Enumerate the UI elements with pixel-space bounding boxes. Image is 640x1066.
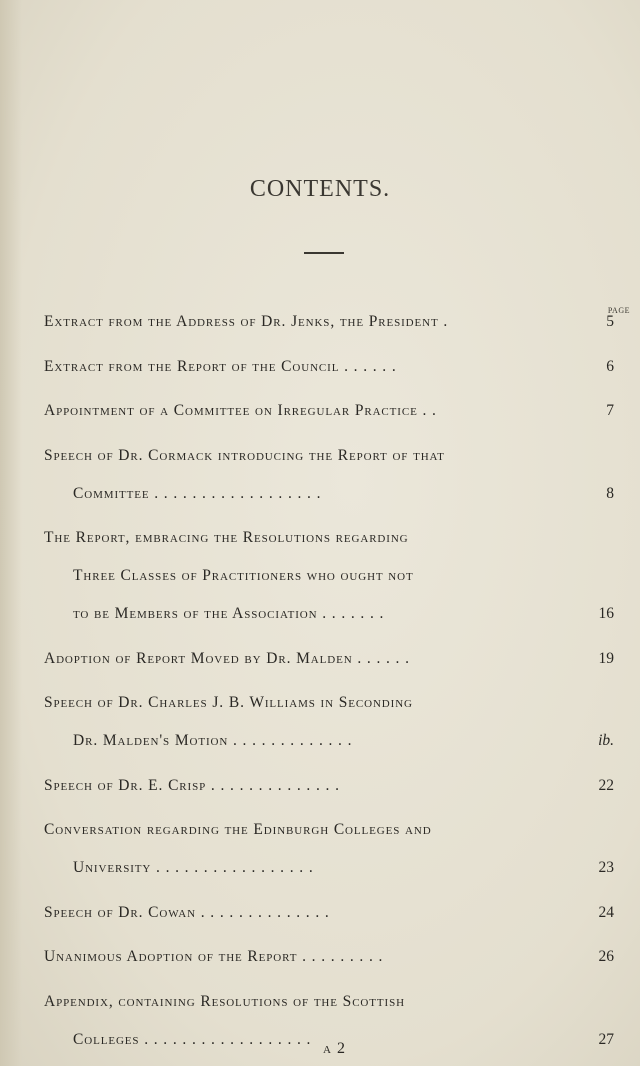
toc-entry-text: Committee . . . . . . . . . . . . . . . . . . xyxy=(73,485,322,502)
toc-page-number: 7 xyxy=(606,402,614,419)
toc-entry-text: to be Members of the Association . . . . . . . xyxy=(73,605,385,622)
toc-entry-text: The Report, embracing the Resolutions regarding xyxy=(44,529,409,546)
page-signature: a 2 xyxy=(323,1040,346,1057)
toc-entry-text: Dr. Malden's Motion . . . . . . . . . . . . . xyxy=(73,732,353,749)
toc-entry-line xyxy=(44,820,614,840)
toc-entry-line xyxy=(44,992,614,1012)
toc-entry-text: Speech of Dr. Cowan . . . . . . . . . . . . . . xyxy=(44,904,330,921)
toc-entry-line xyxy=(44,947,614,967)
toc-entry-text: University . . . . . . . . . . . . . . . . . xyxy=(73,859,314,876)
toc-entry-line xyxy=(73,566,614,586)
toc-entry-text: Appointment of a Committee on Irregular Practice . . xyxy=(44,402,437,419)
toc-page-number: 6 xyxy=(606,358,614,375)
toc-entry-text: Colleges . . . . . . . . . . . . . . . . . . xyxy=(73,1031,312,1048)
page-gutter-shadow xyxy=(0,0,22,1066)
toc-entry-text: Speech of Dr. Cormack introducing the Report of that xyxy=(44,447,445,464)
toc-entry-text: Extract from the Address of Dr. Jenks, the President . xyxy=(44,313,449,330)
toc-page-number: 22 xyxy=(598,777,614,794)
toc-entry-text: Unanimous Adoption of the Report . . . . . . . . . xyxy=(44,948,384,965)
toc-entry-text: Appendix, containing Resolutions of the Scottish xyxy=(44,993,405,1010)
page-column-header: PAGE xyxy=(607,306,630,315)
toc-entry-line xyxy=(73,858,614,878)
toc-page-number: 5 xyxy=(606,313,614,330)
toc-entry-text: Conversation regarding the Edinburgh Colleges and xyxy=(44,821,432,838)
toc-entry-text: Three Classes of Practitioners who ought not xyxy=(73,567,414,584)
toc-entry-text: Speech of Dr. E. Crisp . . . . . . . . . . . . . . xyxy=(44,777,340,794)
toc-page-number: 24 xyxy=(598,904,614,921)
toc-page-number: 8 xyxy=(606,485,614,502)
toc-page-number: 23 xyxy=(598,859,614,876)
toc-entry-line xyxy=(44,312,614,332)
toc-entry-line xyxy=(44,693,614,713)
page-title: CONTENTS. xyxy=(249,176,391,202)
toc-page-number: 27 xyxy=(598,1031,614,1048)
toc-page-number: 26 xyxy=(598,948,614,965)
toc-entry-text: Speech of Dr. Charles J. B. Williams in Seconding xyxy=(44,694,413,711)
toc-entry-line xyxy=(44,446,614,466)
toc-page-number: 16 xyxy=(598,605,614,622)
toc-entry-line xyxy=(44,903,614,923)
toc-page-number: 19 xyxy=(598,650,614,667)
toc-page-number: ib. xyxy=(598,732,614,749)
toc-entry-line xyxy=(44,357,614,377)
toc-entry-line xyxy=(73,731,614,751)
toc-entry-line xyxy=(44,528,614,548)
toc-entry-line xyxy=(73,484,614,504)
toc-entry-text: Extract from the Report of the Council . . . . . . xyxy=(44,358,397,375)
toc-entry-line xyxy=(44,649,614,669)
title-rule xyxy=(304,252,344,254)
toc-entry-line xyxy=(44,776,614,796)
toc-entry-line xyxy=(73,604,614,624)
toc-entry-text: Adoption of Report Moved by Dr. Malden . . . . . . xyxy=(44,650,410,667)
toc-entry-line xyxy=(44,401,614,421)
